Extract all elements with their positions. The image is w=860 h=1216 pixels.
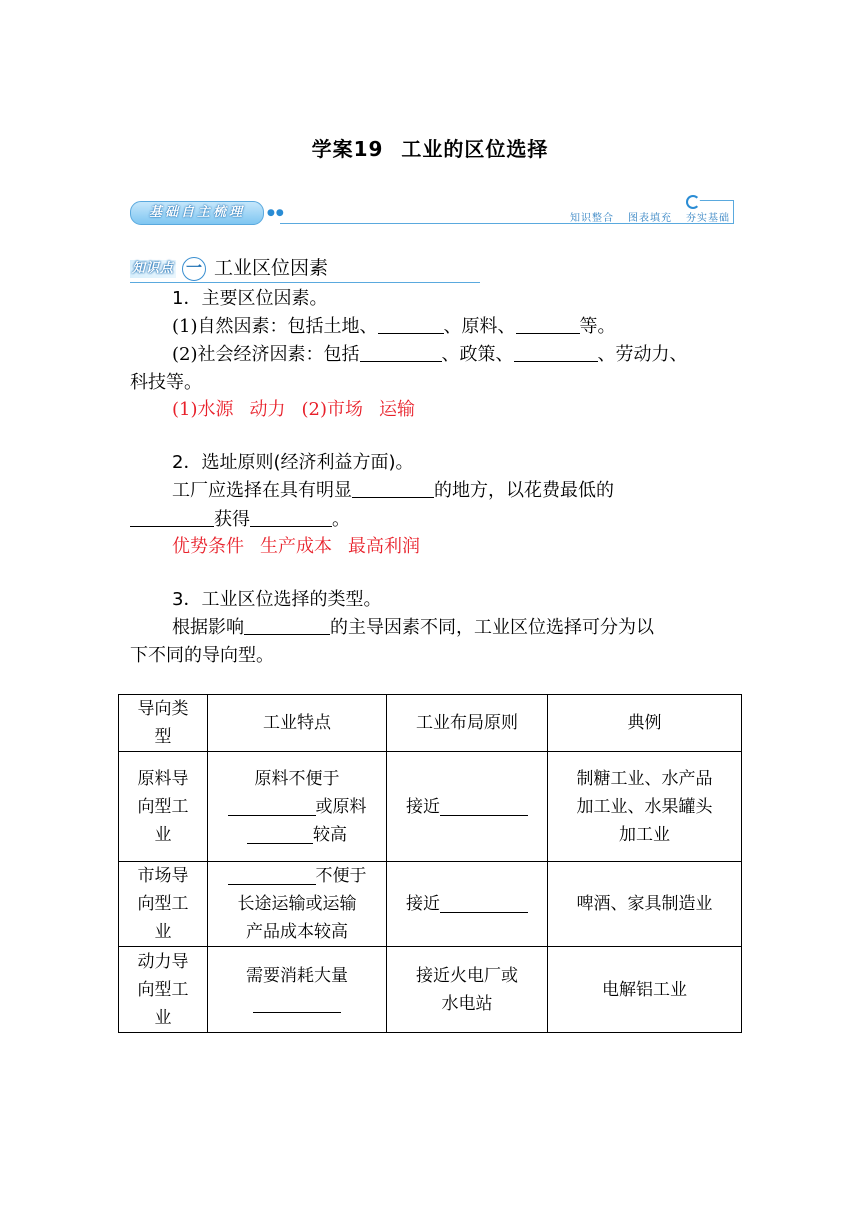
section-2-answer xyxy=(172,535,420,559)
banner-label: 基础自主梳理 xyxy=(130,201,264,225)
text: 、原料、 xyxy=(443,316,516,337)
section-banner xyxy=(130,196,734,226)
text: 、政策、 xyxy=(441,344,514,365)
page-title xyxy=(0,133,860,162)
answer-text: 动力 xyxy=(249,399,286,420)
answer-text: (2)市场 xyxy=(301,399,363,420)
text: (1)自然因素：包括土地、 xyxy=(172,316,378,337)
cell-text: 原料导 xyxy=(137,768,189,789)
text: 。 xyxy=(332,509,350,530)
header-cell: 典例 xyxy=(548,695,742,752)
swirl-icon xyxy=(686,195,700,209)
principle-cell xyxy=(387,947,548,1033)
section-3-line-2: 下不同的导向型。 xyxy=(130,645,274,666)
fill-blank[interactable] xyxy=(253,992,341,1013)
fill-blank[interactable] xyxy=(360,343,442,362)
text: 工厂应选择在具有明显 xyxy=(172,480,352,501)
answer-text: 生产成本 xyxy=(260,536,332,557)
fill-blank[interactable] xyxy=(378,315,444,334)
text: 等。 xyxy=(579,316,616,337)
section-1-line-2 xyxy=(172,343,688,367)
fill-blank[interactable] xyxy=(440,892,528,913)
cell-text: 较高 xyxy=(313,824,347,845)
knowledge-point-tag: 知识点 xyxy=(132,261,175,276)
cell-text: 接近火电厂或 xyxy=(416,965,518,986)
fill-blank[interactable] xyxy=(244,616,330,635)
fill-blank[interactable] xyxy=(130,508,214,527)
fill-blank[interactable] xyxy=(352,479,434,498)
principle-cell xyxy=(387,862,548,947)
cell-text: 电解铝工业 xyxy=(602,979,687,1000)
fill-blank[interactable] xyxy=(514,343,598,362)
cell-text: 业 xyxy=(154,824,172,845)
cell-text: 向型工 xyxy=(137,979,189,1000)
table-row xyxy=(119,862,742,947)
text: 、劳动力、 xyxy=(597,344,688,365)
principle-cell xyxy=(387,752,548,862)
header-cell: 导向类 型 xyxy=(119,695,208,752)
cell-text: 加工业、水果罐头 xyxy=(576,796,713,817)
banner-tags xyxy=(556,209,730,224)
type-cell xyxy=(119,752,208,862)
section-3-line-1 xyxy=(172,616,654,640)
table-header-row xyxy=(119,695,742,752)
cell-text: 接近 xyxy=(406,894,440,914)
fill-blank[interactable] xyxy=(516,315,580,334)
cell-text: 加工业 xyxy=(619,824,670,845)
example-cell xyxy=(548,862,742,947)
cell-text: 市场导 xyxy=(137,866,189,886)
orientation-table xyxy=(118,694,742,1033)
cell-text: 业 xyxy=(154,1007,172,1028)
title-number: 19 xyxy=(353,137,384,161)
banner-tag: 图表填充 xyxy=(628,213,672,224)
cell-text: 向型工 xyxy=(137,796,189,817)
section-2-line-2 xyxy=(130,508,350,532)
cell-text: 向型工 xyxy=(137,894,189,914)
section-3-heading: 3．工业区位选择的类型。 xyxy=(172,589,382,610)
answer-text: 优势条件 xyxy=(172,536,244,557)
header-cell: 工业特点 xyxy=(208,695,387,752)
table-row xyxy=(119,947,742,1033)
feature-cell xyxy=(208,947,387,1033)
table-row xyxy=(119,752,742,862)
text: 的地方，以花费最低的 xyxy=(434,480,614,501)
header-cell: 工业布局原则 xyxy=(387,695,548,752)
section-1-heading: 1．主要区位因素。 xyxy=(172,288,328,309)
title-prefix: 学案 xyxy=(311,137,354,161)
title-name: 工业的区位选择 xyxy=(401,137,549,161)
answer-text: 运输 xyxy=(379,399,415,420)
text: 根据影响 xyxy=(172,617,244,638)
type-cell xyxy=(119,947,208,1033)
fill-blank[interactable] xyxy=(250,508,332,527)
fill-blank[interactable] xyxy=(228,864,316,885)
fill-blank[interactable] xyxy=(440,795,528,816)
cell-text: 需要消耗大量 xyxy=(246,965,348,986)
feature-cell xyxy=(208,862,387,947)
cell-text: 制糖工业、水产品 xyxy=(576,768,713,789)
cell-text: 或原料 xyxy=(315,796,367,817)
answer-text: (1)水源 xyxy=(172,399,234,420)
cell-text: 业 xyxy=(154,922,172,942)
cell-text: 水电站 xyxy=(441,993,493,1014)
section-2-heading: 2．选址原则(经济利益方面)。 xyxy=(172,452,414,473)
cell-text: 啤酒、家具制造业 xyxy=(576,894,713,914)
fill-blank[interactable] xyxy=(247,823,313,844)
example-cell xyxy=(548,752,742,862)
section-2-line-1 xyxy=(172,479,614,503)
text: (2)社会经济因素：包括 xyxy=(172,344,360,365)
cell-text: 动力导 xyxy=(137,951,189,972)
section-1-line-1 xyxy=(172,315,616,339)
banner-dots-icon: ●● xyxy=(267,208,285,218)
section-1-answer xyxy=(172,398,415,422)
fill-blank[interactable] xyxy=(228,795,316,816)
cell-text: 原料不便于 xyxy=(254,768,340,789)
banner-tag: 知识整合 xyxy=(570,213,614,224)
feature-cell xyxy=(208,752,387,862)
example-cell xyxy=(548,947,742,1033)
text: 的主导因素不同，工业区位选择可分为以 xyxy=(330,617,654,638)
knowledge-point-title: 工业区位因素 xyxy=(214,257,329,279)
knowledge-point-number: 一 xyxy=(182,257,206,281)
cell-text: 产品成本较高 xyxy=(246,922,348,942)
cell-text: 长途运输或运输 xyxy=(237,894,357,914)
type-cell xyxy=(119,862,208,947)
text: 获得 xyxy=(214,509,250,530)
cell-text: 接近 xyxy=(406,796,440,817)
section-1-line-3: 科技等。 xyxy=(130,372,202,393)
knowledge-point-heading xyxy=(130,256,480,283)
answer-text: 最高利润 xyxy=(348,536,420,557)
cell-text: 不便于 xyxy=(315,866,367,886)
banner-tag: 夯实基础 xyxy=(686,213,730,224)
